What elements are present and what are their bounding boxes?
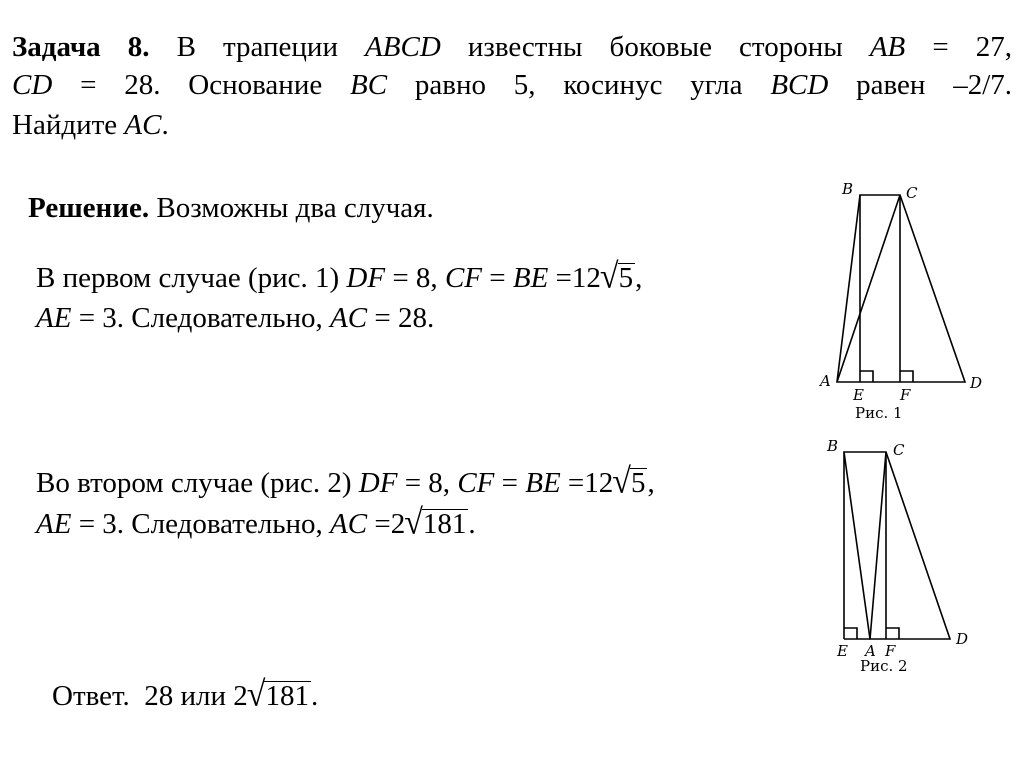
case2-coef: 12	[584, 467, 614, 499]
case1-line-1: В первом случае (рис. 1) DF = 8, CF = BE =12√5,	[36, 257, 643, 296]
fig1-right-angle-f	[900, 371, 913, 382]
fig2-trapezoid	[844, 452, 950, 639]
case2-line-2: AE = 3. Следовательно, AC =2√181.	[36, 503, 476, 542]
problem-line-3: Найдите AC.	[12, 109, 169, 141]
solution-label: Решение.	[28, 192, 150, 224]
sqrt-sign: √	[599, 257, 619, 296]
fig1-label-a: A	[820, 372, 831, 390]
fig2-label-c: C	[893, 441, 905, 459]
fig2-label-f: F	[885, 642, 896, 660]
figure-1	[800, 170, 1000, 430]
fig2-right-angle-f	[886, 628, 899, 639]
answer: Ответ. 28 или 2√181.	[52, 675, 319, 714]
answer-prefix: Ответ.	[52, 680, 130, 712]
fig1-label-d: D	[970, 374, 983, 392]
fig1-label-b: B	[842, 180, 854, 198]
case2-radicand2: 181	[422, 508, 467, 540]
problem-label: Задача 8.	[12, 31, 150, 63]
case2-line-1: Во втором случае (рис. 2) DF = 8, CF = BE =12√5,	[36, 462, 655, 501]
answer-radicand: 181	[265, 680, 309, 712]
fig2-caption: Рис. 2	[860, 657, 908, 675]
case1-line-2: AE = 3. Следовательно, AC = 28.	[36, 302, 435, 334]
problem-line-2: CD = 28. Основание BC равно 5, косинус угла BCD равен –2/7.	[12, 69, 1012, 101]
sqrt-sign: √	[404, 503, 423, 542]
fig2-label-b: B	[827, 437, 839, 455]
sqrt-sign: √	[246, 675, 266, 714]
figure-2	[815, 430, 1000, 680]
solution-heading: Решение. Возможны два случая.	[28, 192, 434, 224]
case1-coef: 12	[571, 262, 601, 294]
fig2-diagonal-ac	[870, 452, 886, 639]
fig1-caption: Рис. 1	[855, 404, 903, 422]
fig1-label-e: E	[853, 386, 864, 404]
fig1-trapezoid	[837, 195, 965, 382]
fig2-label-e: E	[837, 642, 848, 660]
case2-coef2: 2	[390, 508, 406, 540]
fig2-label-a: A	[865, 642, 876, 660]
case2-radicand: 5	[630, 467, 646, 499]
problem-line-1: Задача 8. В трапеции ABCD известны боковые стороны AB = 27,	[12, 31, 1013, 63]
case1-radicand: 5	[618, 262, 634, 294]
fig1-label-f: F	[900, 386, 911, 404]
sqrt-sign: √	[612, 462, 631, 501]
fig1-right-angle-e	[860, 371, 873, 382]
fig2-right-angle-e	[844, 628, 857, 639]
fig2-label-d: D	[956, 630, 969, 648]
fig1-diagonal-ac	[837, 195, 900, 382]
fig1-label-c: C	[906, 184, 918, 202]
